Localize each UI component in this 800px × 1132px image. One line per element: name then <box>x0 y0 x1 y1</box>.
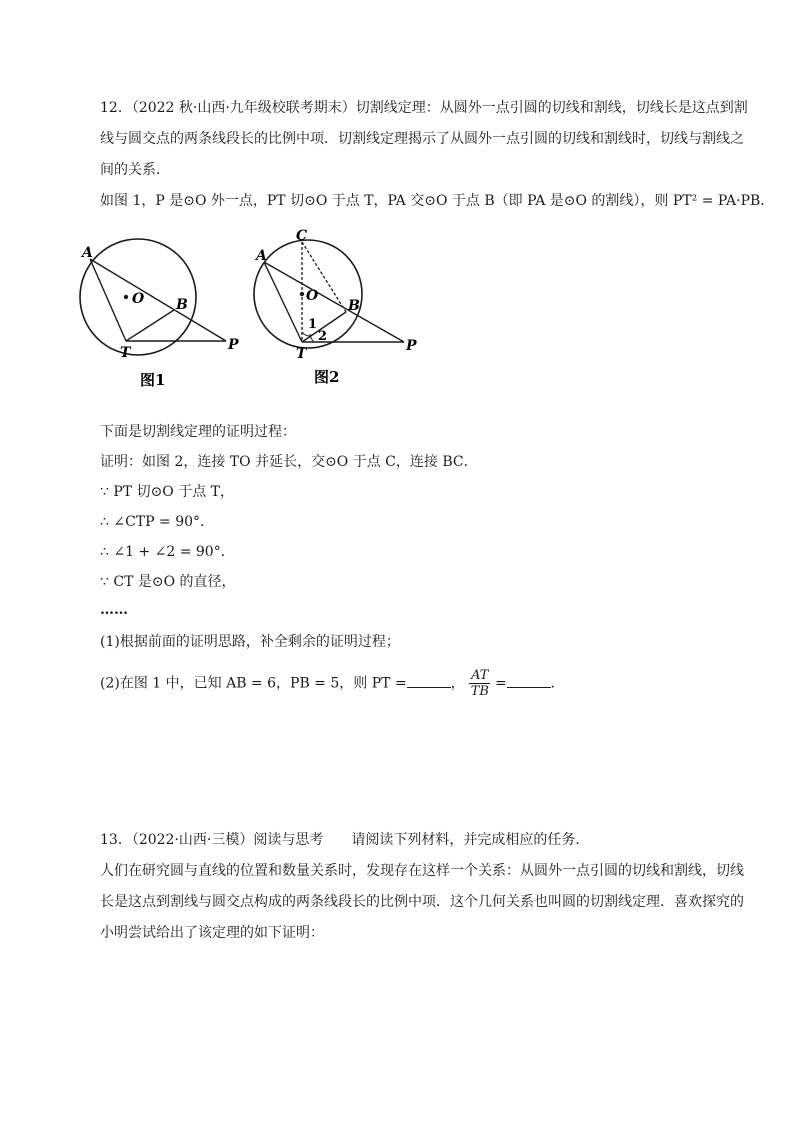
fig2-angle-1-label: 1 <box>308 317 318 332</box>
fig1-label-t: T <box>120 345 131 361</box>
task-2-end: ． <box>550 675 565 692</box>
p12-line-1: 12．（2022 秋·山西·九年级校联考期末）切割线定理：从圆外一点引圆的切线和割线，切线长是这点到割 <box>100 100 748 116</box>
p12-line-4: 如图 1，P 是⊙O 外一点，PT 切⊙O 于点 T，PA 交⊙O 于点 B（即 PA 是⊙O 的割线），则 PT² = PA·PB． <box>100 193 775 209</box>
fig2-segment-at <box>264 262 302 342</box>
proof-step-5: ∵ CT 是⊙O 的直径， <box>100 574 236 590</box>
p13-line-2: 人们在研究圆与直线的位置和数量关系时，发现存在这样一个关系：从圆外一点引圆的切线和割线，切线 <box>100 863 744 879</box>
fig1-label-p: P <box>228 337 239 353</box>
figure-1 <box>60 235 260 395</box>
fig1-center-dot <box>124 295 128 299</box>
fig2-angle-2-label: 2 <box>318 329 328 344</box>
proof-step-1: 证明：如图 2，连接 TO 并延长，交⊙O 于点 C，连接 BC． <box>100 454 478 470</box>
p12-line-3: 间的关系． <box>100 162 170 178</box>
fraction-numerator: AT <box>471 668 489 683</box>
fig2-caption: 图2 <box>314 368 340 386</box>
proof-step-4: ∴ ∠1 + ∠2 = 90°． <box>100 544 235 560</box>
fig1-label-b: B <box>176 297 188 313</box>
task-2-eq: = <box>494 675 507 692</box>
fig2-label-o: O <box>306 288 319 304</box>
fig2-angle-1-arc <box>302 332 310 336</box>
fig2-label-p: P <box>406 338 417 354</box>
proof-intro: 下面是切割线定理的证明过程： <box>100 424 296 440</box>
task-2 <box>100 668 565 699</box>
fig2-label-c: C <box>296 228 308 244</box>
fig1-label-o: O <box>132 291 145 307</box>
answer-blank-ratio[interactable] <box>507 675 551 688</box>
fig1-segment-at <box>90 259 126 341</box>
fig1-caption: 图1 <box>140 371 166 389</box>
p12-line-2: 线与圆交点的两条线段长的比例中项．切割线定理揭示了从圆外一点引圆的切线和割线时，切线与割线之 <box>100 131 744 147</box>
answer-blank-pt[interactable] <box>407 675 451 688</box>
proof-ellipsis: …… <box>100 602 128 618</box>
p13-line-1: 13．（2022·山西·三模）阅读与思考 请阅读下列材料，并完成相应的任务． <box>100 832 590 848</box>
proof-step-2: ∵ PT 切⊙O 于点 T， <box>100 484 235 500</box>
fig2-secant-pa <box>264 262 404 342</box>
fig1-segment-tb <box>126 310 174 341</box>
fig2-label-t: T <box>296 346 307 362</box>
task-2-sep: ， <box>450 675 465 692</box>
p13-line-3: 长是这点到割线与圆交点构成的两条线段长的比例中项．这个几何关系也叫圆的切割线定理．喜欢探究的 <box>100 894 744 910</box>
task-1: (1)根据前面的证明思路，补全剩余的证明过程； <box>100 634 400 650</box>
task-2-prefix: (2)在图 1 中，已知 AB = 6，PB = 5，则 PT = <box>100 675 407 692</box>
fig1-label-a: A <box>82 245 93 261</box>
figure-2 <box>236 228 436 395</box>
fig2-label-b: B <box>348 298 360 314</box>
p13-line-4: 小明尝试给出了该定理的如下证明： <box>100 925 324 941</box>
proof-step-3: ∴ ∠CTP = 90°． <box>100 514 215 530</box>
fraction-denominator: TB <box>470 684 489 699</box>
fig2-label-a: A <box>256 248 267 264</box>
fig1-secant-pa <box>90 259 226 341</box>
fig2-center-dot <box>300 292 304 296</box>
fraction-at-tb <box>469 668 490 699</box>
